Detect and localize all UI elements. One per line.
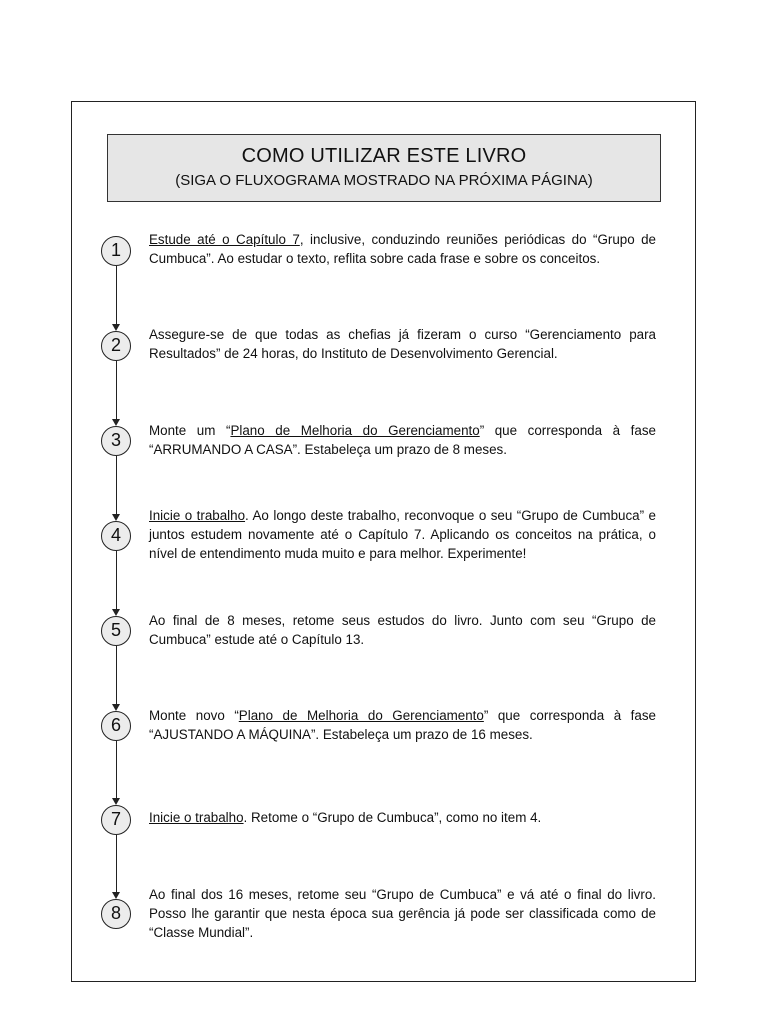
step-text-underlined: Plano de Melhoria do Gerenciamento: [238, 708, 484, 723]
flow-arrow-icon: [112, 704, 120, 711]
flow-arrow-icon: [112, 798, 120, 805]
step-text-segment: Ao final de 8 meses, retome seus estudos do livro. Junto com seu “Grupo de Cumbuca” estude até o Capítulo 13.: [149, 613, 656, 647]
flow-connector: [116, 646, 117, 704]
step-text: [149, 706, 656, 744]
step-text-segment: Monte um “: [149, 423, 231, 438]
page-subtitle: (SIGA O FLUXOGRAMA MOSTRADO NA PRÓXIMA PÁGINA): [175, 172, 593, 189]
flow-connector: [116, 456, 117, 514]
flow-arrow-icon: [112, 514, 120, 521]
flow-connector: [116, 835, 117, 892]
step-text: [149, 325, 656, 363]
step-text-segment: . Retome o “Grupo de Cumbuca”, como no item 4.: [243, 810, 542, 825]
step-text-segment: ” que corresponda à fase “ARRUMANDO A CASA”. Estabeleça um prazo de 8 meses.: [149, 423, 656, 457]
step-text-segment: ” que corresponda à fase “AJUSTANDO A MÁQUINA”. Estabeleça um prazo de 16 meses.: [149, 708, 656, 742]
step-number-circle: 2: [101, 331, 131, 361]
step-text: [149, 808, 656, 827]
step-text-segment: . Ao longo deste trabalho, reconvoque o seu “Grupo de Cumbuca” e juntos estudem novamente até o Capítulo 7. Aplicando os conceitos na prática, o nível de entendimento muda muito e para melhor. Experimente!: [149, 508, 656, 561]
step-text-underlined: Inicie o trabalho: [149, 508, 246, 523]
flow-arrow-icon: [112, 609, 120, 616]
flow-connector: [116, 551, 117, 609]
page-title: COMO UTILIZAR ESTE LIVRO: [241, 145, 527, 167]
step-text: [149, 230, 656, 268]
step-text-segment: Assegure-se de que todas as chefias já fizeram o curso “Gerenciamento para Resultados” de 24 horas, do Instituto de Desenvolvimento Gerencial.: [149, 327, 656, 361]
flow-connector: [116, 741, 117, 798]
step-number-circle: 4: [101, 521, 131, 551]
step-number-circle: 7: [101, 805, 131, 835]
step-text: [149, 611, 656, 649]
step-number-circle: 6: [101, 711, 131, 741]
step-text-underlined: Inicie o trabalho: [149, 810, 244, 825]
flow-connector: [116, 266, 117, 324]
step-text-segment: Ao final dos 16 meses, retome seu “Grupo de Cumbuca” e vá até o final do livro. Posso lhe garantir que nesta época sua gerência já pode ser classificada como de “Classe Mundial”.: [149, 887, 656, 940]
step-text: [149, 885, 656, 942]
flow-arrow-icon: [112, 419, 120, 426]
step-text-underlined: Plano de Melhoria do Gerenciamento: [230, 423, 480, 438]
flow-arrow-icon: [112, 324, 120, 331]
step-number-circle: 1: [101, 236, 131, 266]
step-number-circle: 3: [101, 426, 131, 456]
title-box: [107, 134, 661, 202]
step-text: [149, 421, 656, 459]
step-text: [149, 506, 656, 563]
step-text-underlined: Estude até o Capítulo 7: [149, 232, 300, 247]
flow-arrow-icon: [112, 892, 120, 899]
step-number-circle: 5: [101, 616, 131, 646]
flow-connector: [116, 361, 117, 419]
step-number-circle: 8: [101, 899, 131, 929]
step-text-segment: Monte novo “: [149, 708, 239, 723]
step-text-segment: , inclusive, conduzindo reuniões periódicas do “Grupo de Cumbuca”. Ao estudar o texto, reflita sobre cada frase e sobre os conceitos.: [149, 232, 656, 266]
